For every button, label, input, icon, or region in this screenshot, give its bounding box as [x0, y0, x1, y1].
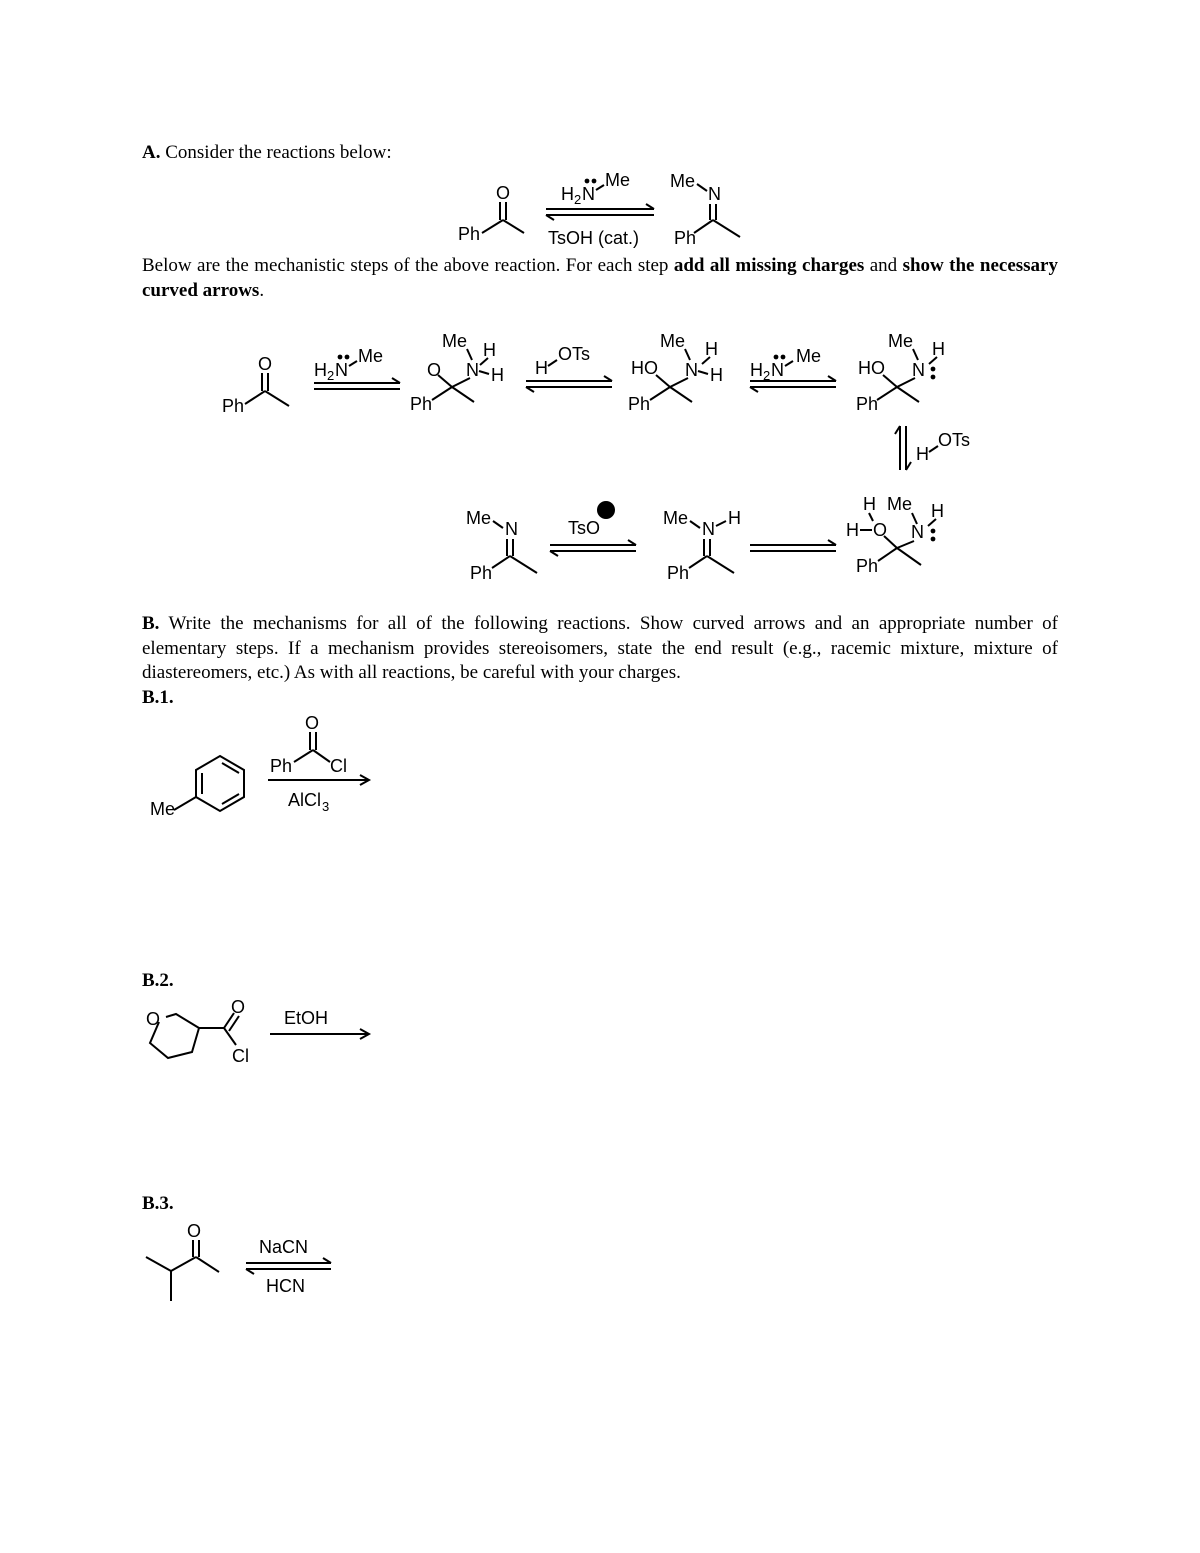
subscript-2: 2 [574, 192, 582, 207]
atom-me: Me [663, 508, 689, 528]
atom-ph: Ph [856, 394, 879, 414]
reagent-alcl: AlCl [288, 790, 322, 810]
equilibrium-arrow-2 [526, 376, 612, 392]
b2-reagent: EtOH [284, 1008, 329, 1028]
atom-n: N [582, 184, 595, 204]
atom-o: O [231, 997, 246, 1017]
part-a-label: A. [142, 142, 161, 163]
mech-iminium [663, 508, 741, 583]
atom-ots: OTs [938, 430, 971, 450]
atom-me: Me [358, 346, 384, 366]
atom-ph: Ph [458, 224, 481, 244]
atom-o: O [873, 520, 888, 540]
atom-n: N [708, 184, 721, 204]
mech-reagent-amine-1 [314, 346, 383, 383]
atom-o: O [258, 354, 273, 374]
b1-toluene [150, 756, 244, 819]
atom-ho: HO [858, 358, 885, 378]
b3-reagent-bottom: HCN [266, 1276, 305, 1296]
subscript-2: 2 [327, 368, 335, 383]
atom-n: N [911, 522, 924, 542]
b2-oxolane-acyl-chloride [146, 997, 249, 1066]
catalyst-tsoh: TsOH (cat.) [548, 228, 640, 248]
atom-ph: Ph [628, 394, 651, 414]
atom-h: H [710, 365, 723, 385]
equilibrium-arrow-top [546, 204, 654, 220]
atom-ph: Ph [222, 396, 245, 416]
atom-h: H [932, 339, 945, 359]
atom-me: Me [796, 346, 822, 366]
b3-label: B.3. [142, 1193, 174, 1214]
atom-ph: Ph [410, 394, 433, 414]
subscript-2: 2 [763, 368, 771, 383]
atom-o: O [146, 1009, 161, 1029]
atom-h: H [535, 358, 548, 378]
atom-ph: Ph [270, 756, 293, 776]
atom-ph: Ph [667, 563, 690, 583]
atom-ph: Ph [856, 556, 879, 576]
mech-reagent-tsoh-2 [916, 430, 970, 464]
atom-ots: OTs [558, 344, 591, 364]
atom-o: O [187, 1221, 202, 1241]
atom-me: Me [605, 170, 631, 190]
atom-n: N [771, 360, 784, 380]
part-b-text: Write the mechanisms for all of the following reactions. Show curved arrows and an appropriate number of elementary steps. If a mechanism provides stereoisomers, state the end result (e.g., racemic mixture, mixture of diastereomers, etc.) As with all reactions, be careful with your charges. [142, 613, 1058, 684]
instruction-text: Below are the mechanistic steps of the above reaction. For each step [142, 255, 674, 276]
atom-h: H [483, 340, 496, 360]
mech-tetrahedral-2 [628, 331, 723, 414]
atom-h: H [705, 339, 718, 359]
atom-h: H [491, 365, 504, 385]
mech-ketone [222, 354, 289, 416]
instruction-bold-arrows: show the necessary curved arrows [142, 255, 1058, 301]
forward-arrow-5 [750, 540, 836, 551]
atom-h: H [863, 494, 876, 514]
mech-tetrahedral-3 [856, 331, 945, 414]
mech-imine-product [466, 508, 537, 583]
atom-me: Me [887, 494, 913, 514]
atom-ph: Ph [674, 228, 697, 248]
atom-h: H [561, 184, 574, 204]
atom-ph: Ph [470, 563, 493, 583]
ketone-structure-top [458, 183, 524, 244]
atom-h: H [931, 501, 944, 521]
instruction-bold-charges: add all missing charges [673, 255, 865, 276]
mech-reagent-tsoh-1 [535, 344, 590, 378]
equilibrium-arrow-4 [550, 540, 636, 556]
atom-h: H [728, 508, 741, 528]
b2-label: B.2. [142, 970, 174, 991]
vertical-equilibrium-arrow [895, 426, 911, 470]
atom-cl: Cl [330, 756, 347, 776]
atom-h: H [314, 360, 327, 380]
mech-reagent-amine-2 [750, 346, 821, 383]
atom-o: O [305, 713, 320, 733]
atom-o: O [427, 360, 442, 380]
atom-me: Me [442, 331, 468, 351]
atom-n: N [912, 360, 925, 380]
atom-ho: HO [631, 358, 658, 378]
atom-me: Me [670, 171, 696, 191]
b3-equilibrium-arrow [246, 1258, 331, 1274]
b1-label: B.1. [142, 687, 174, 708]
instruction-and: and [864, 255, 903, 276]
b3-reagent-top: NaCN [259, 1237, 309, 1257]
atom-n: N [335, 360, 348, 380]
atom-me: Me [466, 508, 492, 528]
atom-h: H [916, 444, 929, 464]
atom-tso: TsO [568, 518, 601, 538]
instruction-period: . [259, 279, 265, 301]
part-a-intro-text: Consider the reactions below: [165, 142, 392, 163]
b1-reagent [288, 790, 329, 814]
reagent-methylamine-top [561, 170, 630, 207]
atom-h: H [750, 360, 763, 380]
mech-tosylate-anion [568, 501, 615, 538]
atom-o: O [496, 183, 511, 203]
b1-benzoyl-chloride [270, 713, 347, 776]
imine-structure-top [670, 171, 740, 248]
atom-cl: Cl [232, 1046, 249, 1066]
b3-ketone [146, 1221, 219, 1301]
part-b-label: B. [142, 613, 160, 634]
atom-me: Me [888, 331, 914, 351]
atom-h: H [846, 520, 859, 540]
atom-n: N [466, 360, 479, 380]
mech-tetrahedral-1 [410, 331, 504, 414]
atom-n: N [685, 360, 698, 380]
atom-n: N [702, 519, 715, 539]
atom-me: Me [660, 331, 686, 351]
mech-protonated-carbinolamine [846, 494, 944, 576]
atom-n: N [505, 519, 518, 539]
atom-me: Me [150, 799, 176, 819]
subscript-3: 3 [322, 799, 330, 814]
